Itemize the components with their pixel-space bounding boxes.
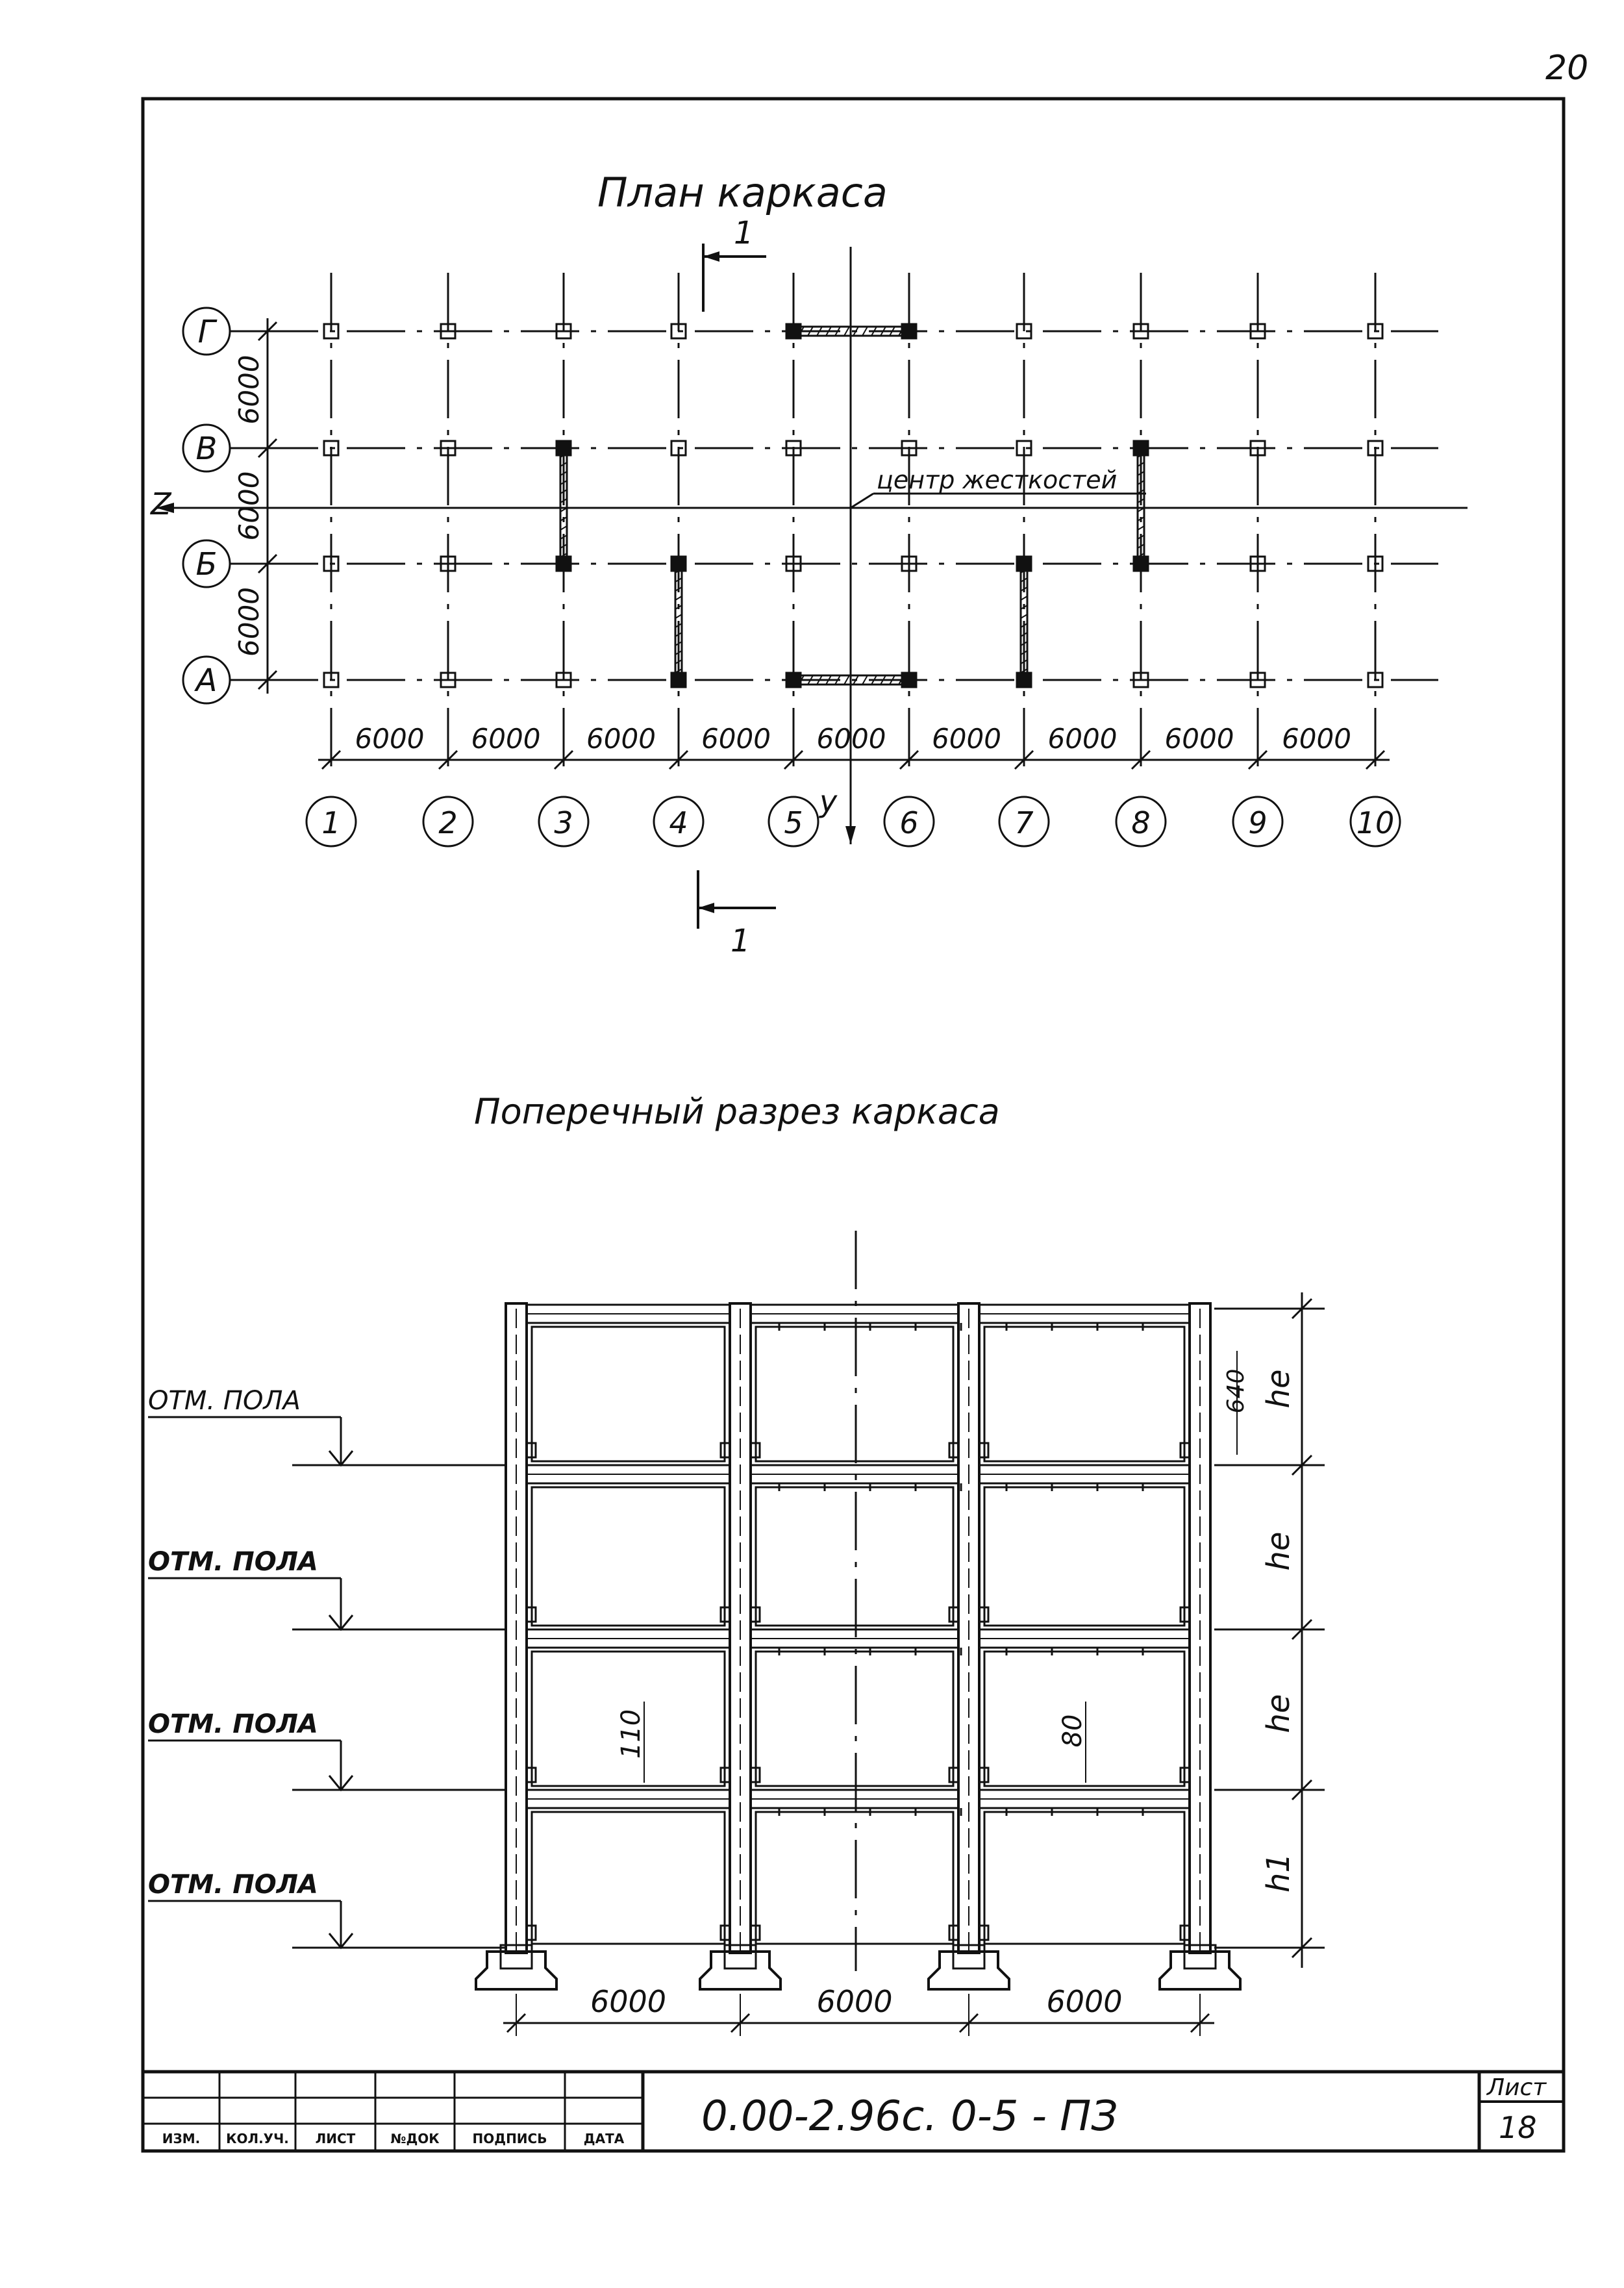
brace-node (901, 672, 917, 688)
col-dim-label: 6000 (355, 723, 425, 755)
brace-node (786, 672, 801, 688)
brace-node (556, 440, 571, 456)
bay-panel (984, 1812, 1184, 1944)
brace-node (671, 556, 686, 572)
brace-hatch (844, 327, 849, 336)
bay-panel (984, 1327, 1184, 1461)
bay-dim-label: 6000 (816, 1984, 893, 2019)
sheet-corner-number: 20 (1545, 49, 1589, 88)
plan-title: План каркаса (597, 169, 888, 216)
framing-plan (149, 169, 1468, 959)
row-axis-label: А (195, 662, 218, 699)
brace-node (1133, 440, 1149, 456)
storey-height-label: hе (1260, 1694, 1297, 1733)
storey-height-label: hе (1260, 1369, 1297, 1409)
bay-dim-label: 6000 (590, 1984, 667, 2019)
brace-node (556, 556, 571, 572)
document-code: 0.00-2.96с. 0-5 - ПЗ (701, 2093, 1118, 2141)
bay-panel (532, 1487, 725, 1626)
col-axis-label: 1 (321, 805, 341, 840)
row-axis-label: Б (195, 546, 218, 583)
title-block-column-label: ЛИСТ (315, 2131, 356, 2146)
sheet-label: Лист (1487, 2074, 1547, 2101)
row-dim-label: 6000 (233, 587, 265, 657)
row-axis-label: В (195, 431, 218, 467)
row-axis-label: Г (197, 314, 216, 350)
cross-section (148, 1091, 1325, 2036)
col-axis-label: 5 (784, 805, 803, 840)
floor-level-label: ОТМ. ПОЛА (148, 1709, 318, 1739)
sheet-number: 18 (1499, 2110, 1537, 2145)
row-dim-label: 6000 (233, 471, 265, 541)
brace-hatch (844, 675, 849, 685)
col-dim-label: 6000 (586, 723, 656, 755)
bay-panel (984, 1487, 1184, 1626)
col-dim-label: 6000 (701, 723, 771, 755)
col-dim-label: 6000 (1164, 723, 1234, 755)
brace-hatch (862, 327, 868, 336)
brace-node (1133, 556, 1149, 572)
floor-level-label: ОТМ. ПОЛА (148, 1386, 301, 1416)
title-block-column-label: ПОДПИСЬ (472, 2131, 547, 2146)
section-title: Поперечный разрез каркаса (474, 1091, 1000, 1132)
col-dim-label: 6000 (471, 723, 541, 755)
storey-height-label: hе (1260, 1531, 1297, 1571)
brace-node (671, 672, 686, 688)
storey-height-label: h1 (1260, 1853, 1297, 1892)
column-footing (476, 1952, 556, 1989)
col-dim-label: 6000 (816, 723, 886, 755)
col-axis-label: 7 (1014, 805, 1034, 840)
floor-level-label: ОТМ. ПОЛА (148, 1870, 318, 1900)
title-block-column-label: ИЗМ. (162, 2131, 201, 2146)
section-mark-top (703, 215, 766, 312)
section-mark-bottom-label: 1 (731, 923, 751, 959)
axis-x-label: Z (151, 486, 171, 522)
col-axis-label: 4 (669, 805, 688, 840)
col-axis-label: 6 (899, 805, 919, 840)
brace-hatch (862, 675, 868, 685)
bay-panel (756, 1327, 953, 1461)
title-block-column-label: ДАТА (583, 2131, 625, 2146)
col-axis-label: 9 (1248, 805, 1268, 840)
section-mark-top-label: 1 (734, 215, 754, 251)
brace-node (1016, 556, 1032, 572)
col-axis-label: 3 (554, 805, 573, 840)
floor-level-label: ОТМ. ПОЛА (148, 1547, 318, 1577)
bay-panel (756, 1487, 953, 1626)
column-footing (700, 1952, 781, 1989)
dim-640-label: 640 (1223, 1368, 1249, 1414)
brace-node (786, 323, 801, 339)
bay-panel (532, 1812, 725, 1944)
title-block-column-label: КОЛ.УЧ. (226, 2131, 289, 2146)
column-footing (1160, 1952, 1240, 1989)
column-footing (929, 1952, 1009, 1989)
dim-110-label: 110 (616, 1709, 646, 1759)
bay-panel (532, 1327, 725, 1461)
stiffness-label: центр жесткостей (877, 466, 1118, 494)
title-block-column-label: №ДОК (390, 2131, 440, 2146)
brace-node (901, 323, 917, 339)
bay-dim-label: 6000 (1046, 1984, 1123, 2019)
section-mark-bottom (698, 870, 776, 959)
col-axis-label: 2 (438, 805, 458, 840)
col-dim-label: 6000 (1282, 723, 1351, 755)
row-dim-label: 6000 (233, 355, 265, 425)
col-dim-label: 6000 (1047, 723, 1118, 755)
col-dim-label: 6000 (932, 723, 1001, 755)
bay-panel (756, 1812, 953, 1944)
bay-panel (756, 1652, 953, 1786)
dim-80-label: 80 (1058, 1714, 1088, 1748)
col-axis-label: 8 (1131, 805, 1151, 840)
brace-node (1016, 672, 1032, 688)
axis-y-label: y (819, 784, 838, 819)
col-axis-label: 10 (1356, 805, 1395, 840)
title-block (143, 2072, 1564, 2151)
